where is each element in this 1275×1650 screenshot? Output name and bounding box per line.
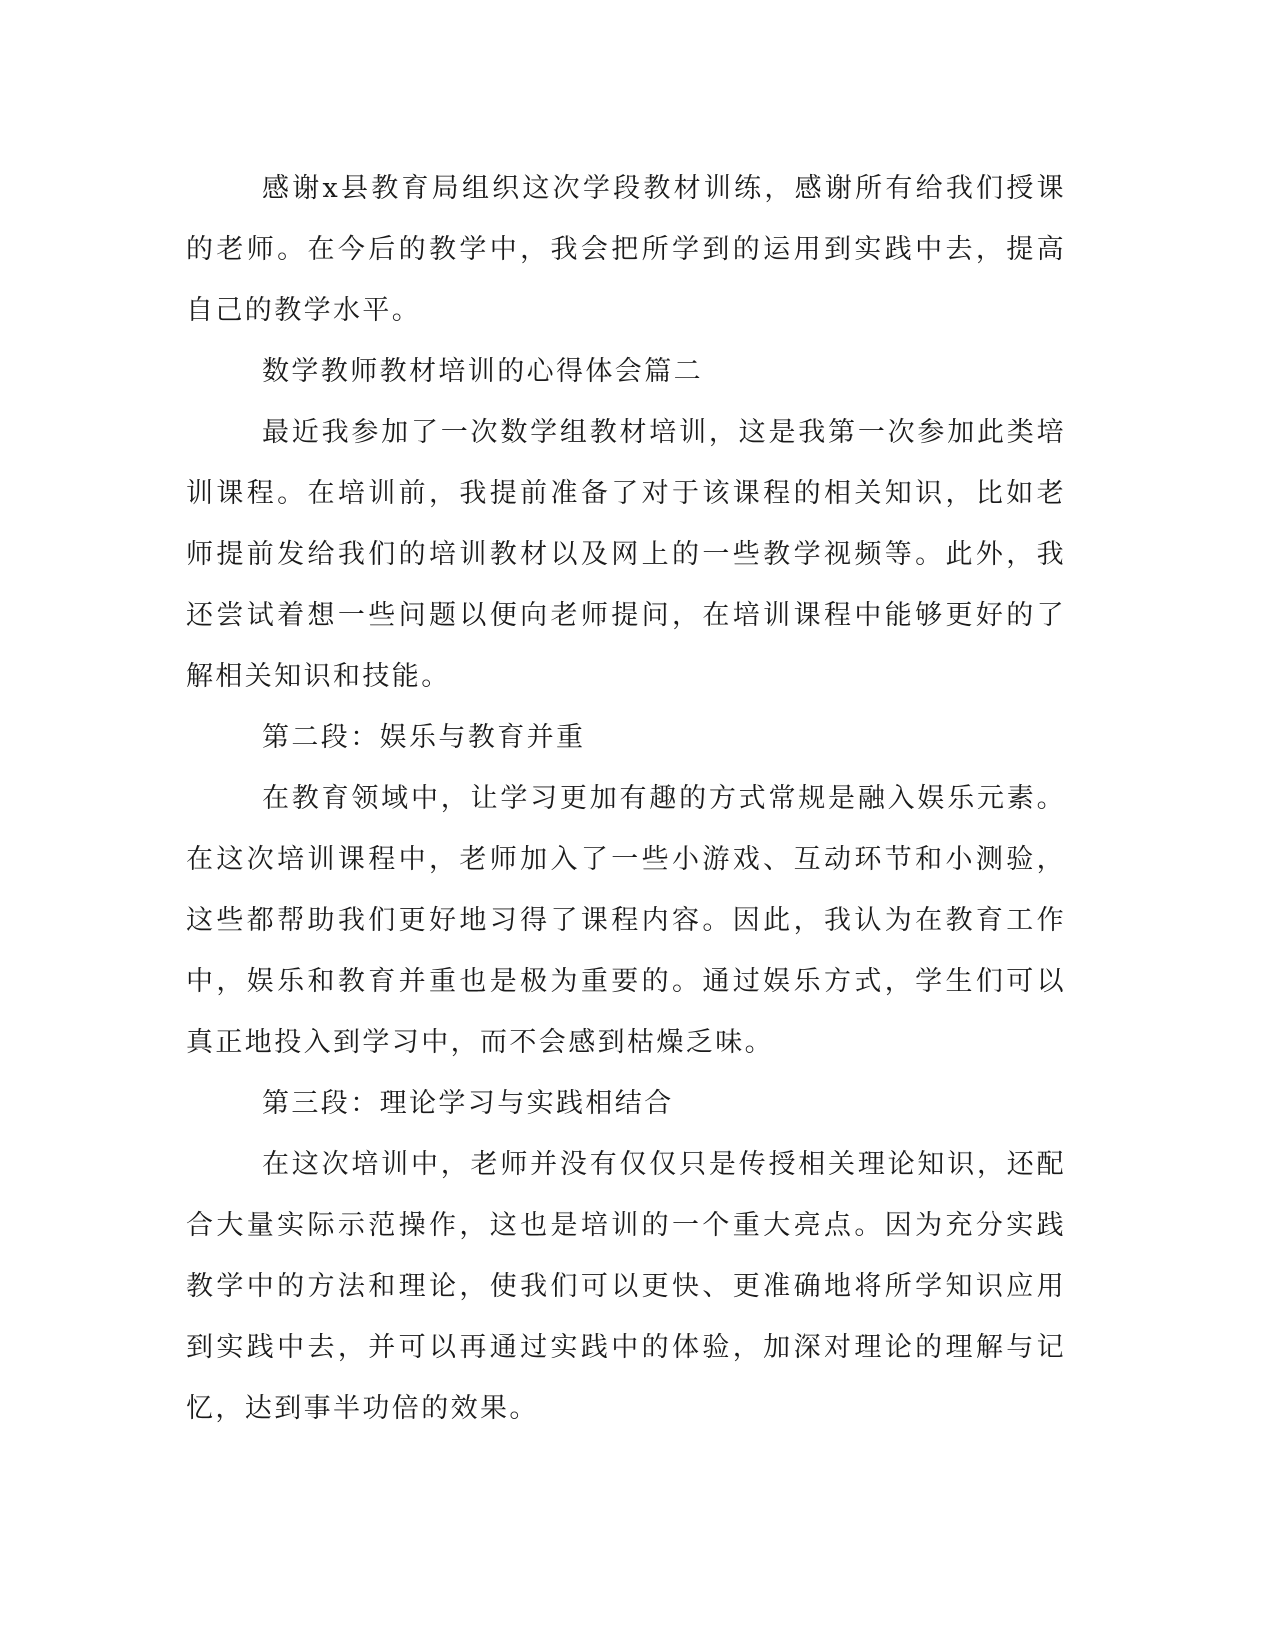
section-heading-2: 第二段：娱乐与教育并重 (262, 722, 586, 753)
section-heading-3: 第三段：理论学习与实践相结合 (262, 1088, 674, 1119)
paragraph-intro: 最近我参加了一次数学组教材培训，这是我第一次参加此类培训课程。在培训前，我提前准备了对于该课程的相关知识，比如老师提前发给我们的培训教材以及网上的一些教学视频等。此外，我还尝试着想一些问题以便向老师提问，在培训课程中能够更好的了解相关知识和技能。 (186, 417, 1066, 692)
section-title-part-two: 数学教师教材培训的心得体会篇二 (262, 356, 703, 387)
paragraph-thanks: 感谢x县教育局组织这次学段教材训练，感谢所有给我们授课的老师。在今后的教学中，我会把所学到的运用到实践中去，提高自己的教学水平。 (186, 173, 1066, 326)
paragraph-theory-practice: 在这次培训中，老师并没有仅仅只是传授相关理论知识，还配合大量实际示范操作，这也是培训的一个重大亮点。因为充分实践教学中的方法和理论，使我们可以更快、更准确地将所学知识应用到实践中去，并可以再通过实践中的体验，加深对理论的理解与记忆，达到事半功倍的效果。 (186, 1149, 1066, 1424)
paragraph-entertainment: 在教育领域中，让学习更加有趣的方式常规是融入娱乐元素。在这次培训课程中，老师加入了一些小游戏、互动环节和小测验，这些都帮助我们更好地习得了课程内容。因此，我认为在教育工作中，娱乐和教育并重也是极为重要的。通过娱乐方式，学生们可以真正地投入到学习中，而不会感到枯燥乏味。 (186, 783, 1066, 1058)
document-body (186, 158, 1066, 1439)
